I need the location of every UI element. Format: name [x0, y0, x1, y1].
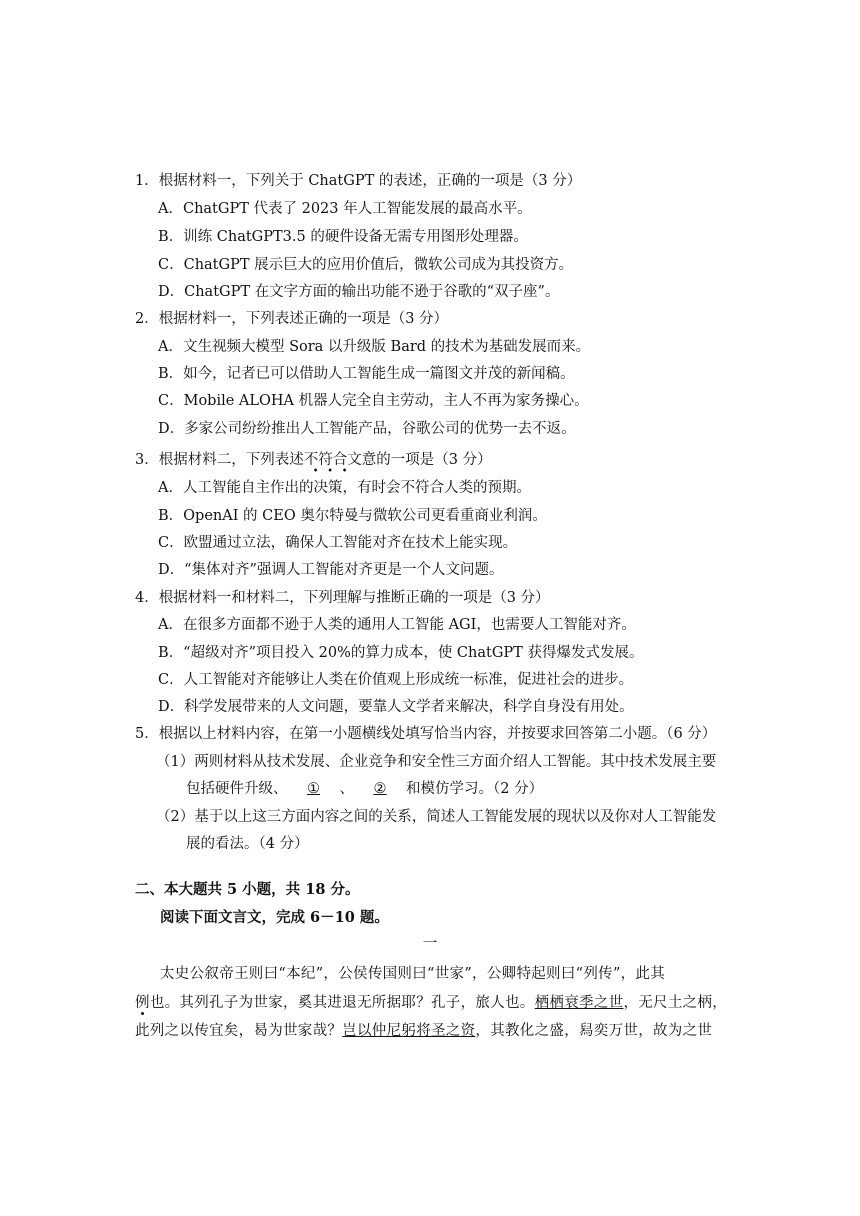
question-1-option-c: C．ChatGPT 展示巨大的应用价值后，微软公司成为其投资方。	[158, 257, 574, 273]
section-2-instruction: 阅读下面文言文，完成 6－10 题。	[160, 909, 389, 926]
question-3-option-a: A．人工智能自主作出的决策，有时会不符合人类的预期。	[158, 480, 531, 496]
passage-text: 此列之以传宜矣，曷为世家哉？	[135, 1023, 343, 1039]
passage-text: ，无尺土之柄，	[623, 995, 728, 1011]
sub-1-text-post: 和模仿学习。（2 分）	[406, 781, 544, 797]
question-3-stem-pre: 3．根据材料二，下列表述	[135, 452, 304, 468]
underlined-phrase-1: 栖栖衰季之世	[534, 995, 624, 1011]
question-4-stem: 4．根据材料一和材料二，下列理解与推断正确的一项是（3 分）	[135, 590, 550, 606]
answer-blank-2[interactable]: ②	[373, 781, 387, 797]
passage-text: ，其教化之盛，舄奕万世，故为之世	[475, 1023, 713, 1039]
question-2-option-a: A．文生视频大模型 Sora 以升级版 Bard 的技术为基础发展而来。	[158, 339, 591, 355]
answer-blank-1[interactable]: ①	[307, 781, 320, 797]
question-4-option-a: A．在很多方面都不逊于人类的通用人工智能 AGI，也需要人工智能对齐。	[158, 617, 636, 633]
question-2-option-c: C．Mobile ALOHA 机器人完全自主劳动，主人不再为家务操心。	[158, 393, 589, 409]
question-3-stem-post: 文意的一项是（3 分）	[347, 452, 492, 468]
question-4-option-d: D．科学发展带来的人文问题，要靠人文学者来解决，科学自身没有用处。	[158, 699, 634, 715]
passage-text: 也。其列孔子为世家，奚其进退无所据耶？孔子，旅人也。	[149, 995, 535, 1011]
underlined-phrase-2: 岂以仲尼躬将圣之资	[342, 1023, 476, 1039]
blank-separator: 、	[339, 781, 354, 797]
passage-line-3	[135, 1021, 712, 1041]
emphasis-dotted-text: 不符合	[304, 452, 348, 472]
question-5-sub-1-line-2	[186, 779, 543, 799]
emphasis-dotted-char: 例	[135, 995, 150, 1011]
question-2-stem: 2．根据材料一，下列表述正确的一项是（3 分）	[135, 311, 449, 327]
question-5-sub-2-line-2: 展的看法。（4 分）	[186, 836, 309, 852]
question-1-option-d: D．ChatGPT 在文字方面的输出功能不逊于谷歌的“双子座”。	[158, 284, 560, 300]
passage-part-number: 一	[422, 936, 438, 952]
question-1-stem: 1．根据材料一，下列关于 ChatGPT 的表述，正确的一项是（3 分）	[135, 173, 582, 189]
question-3-option-c: C．欧盟通过立法，确保人工智能对齐在技术上能实现。	[158, 535, 518, 551]
question-2-option-d: D．多家公司纷纷推出人工智能产品，谷歌公司的优势一去不返。	[158, 421, 576, 437]
question-5-stem: 5．根据以上材料内容，在第一小题横线处填写恰当内容，并按要求回答第二小题。（6 分）	[135, 726, 717, 742]
question-2-option-b: B．如今，记者已可以借助人工智能生成一篇图文并茂的新闻稿。	[158, 366, 575, 382]
question-5-sub-1-line-1: （1）两则材料从技术发展、企业竞争和安全性三方面介绍人工智能。其中技术发展主要	[156, 754, 717, 770]
question-4-option-c: C．人工智能对齐能够让人类在价值观上形成统一标准，促进社会的进步。	[158, 672, 634, 688]
passage-line-1: 太史公叙帝王则曰“本纪”，公侯传国则曰“世家”，公卿特起则曰“列传”，此其	[160, 966, 666, 982]
question-1-option-a: A．ChatGPT 代表了 2023 年人工智能发展的最高水平。	[158, 201, 532, 217]
question-3-stem	[135, 450, 492, 470]
question-3-option-d: D．“集体对齐”强调人工智能对齐更是一个人文问题。	[158, 562, 504, 578]
sub-1-text-pre: 包括硬件升级、	[186, 781, 288, 797]
question-1-option-b: B．训练 ChatGPT3.5 的硬件设备无需专用图形处理器。	[158, 229, 528, 245]
question-4-option-b: B．“超级对齐”项目投入 20%的算力成本，使 ChatGPT 获得爆发式发展。	[158, 645, 644, 661]
question-3-option-b: B．OpenAI 的 CEO 奥尔特曼与微软公司更看重商业利润。	[158, 508, 547, 524]
section-2-heading: 二、本大题共 5 小题，共 18 分。	[135, 881, 360, 898]
question-5-sub-2-line-1: （2）基于以上这三方面内容之间的关系，简述人工智能发展的现状以及你对人工智能发	[156, 809, 717, 825]
passage-line-2	[135, 993, 727, 1013]
